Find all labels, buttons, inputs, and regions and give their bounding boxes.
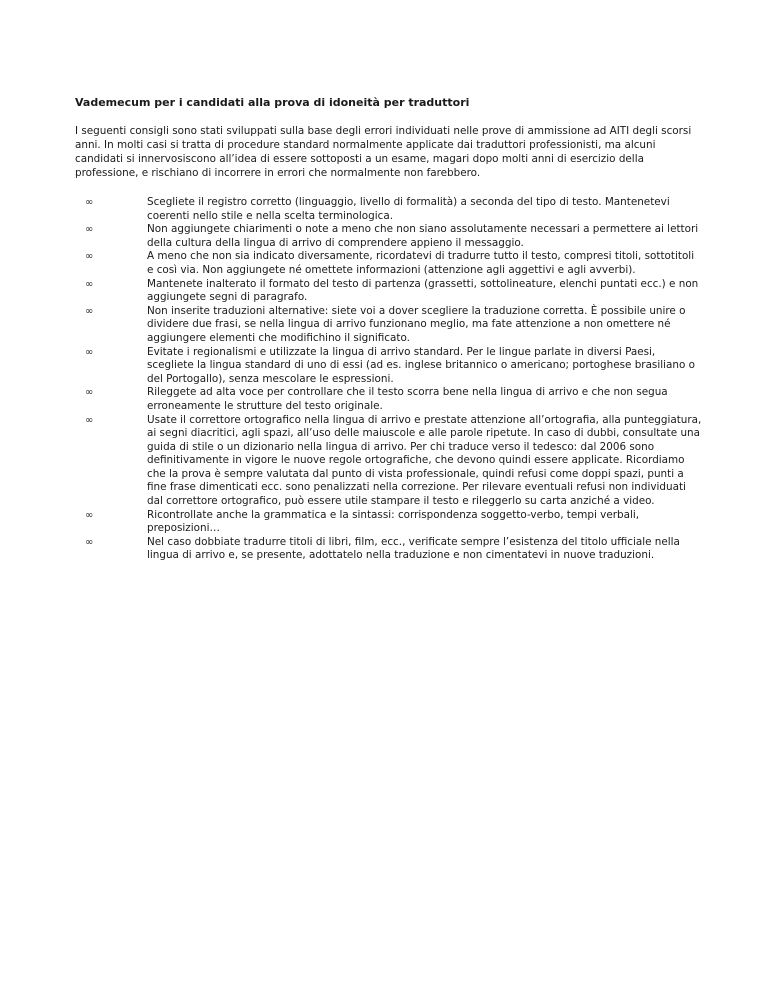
list-item-text: Evitate i regionalismi e utilizzate la lingua di arrivo standard. Per le lingue parlate in diversi Paesi, scegliete la lingua standard di uno di essi (ad es. inglese britannico o americano; portoghese brasiliano o del Portogallo), senza mescolare le espressioni.	[147, 345, 695, 385]
infinity-bullet-icon: ∞	[85, 197, 94, 208]
list-item	[75, 346, 703, 387]
list-item-text: Mantenete inalterato il formato del testo di partenza (grassetti, sottolineature, elenchi puntati ecc.) e non aggiungete segni di paragrafo.	[147, 277, 699, 304]
list-item	[75, 223, 703, 250]
infinity-bullet-icon: ∞	[85, 251, 94, 263]
list-item-text: Non inserite traduzioni alternative: siete voi a dover scegliere la traduzione corretta. È possibile unire o dividere due frasi, se nella lingua di arrivo funzionano meglio, ma fate attenzione a non omettere né aggiungere elementi che modifichino il significato.	[147, 304, 686, 344]
list-item-text: Ricontrollate anche la grammatica e la sintassi: corrispondenza soggetto-verbo, tempi verbali, preposizioni…	[147, 508, 640, 535]
list-item	[75, 250, 703, 277]
advice-list	[75, 196, 703, 563]
list-item	[75, 278, 703, 305]
list-item-text: Nel caso dobbiate tradurre titoli di libri, film, ecc., verificate sempre l’esistenza del titolo ufficiale nella lingua di arrivo e, se presente, adottatelo nella traduzione e non cimentatevi in nuove traduzioni.	[147, 535, 680, 562]
intro-paragraph: I seguenti consigli sono stati sviluppati sulla base degli errori individuati nelle prove di ammissione ad AITI degli scorsi anni. In molti casi si tratta di procedure standard normalmente applicate dai traduttori professionisti, ma alcuni candidati si innervosiscono all’idea di essere sottoposti a un esame, magari dopo molti anni di esercizio della professione, e rischiano di incorrere in errori che normalmente non farebbero.	[75, 125, 692, 179]
infinity-bullet-icon: ∞	[85, 414, 94, 426]
infinity-bullet-icon: ∞	[85, 224, 94, 236]
list-item	[75, 536, 703, 563]
infinity-bullet-icon: ∞	[85, 387, 94, 399]
list-item-text: Rileggete ad alta voce per controllare che il testo scorra bene nella lingua di arrivo e che non segua erroneamente le strutture del testo originale.	[147, 386, 668, 412]
list-item	[75, 509, 703, 536]
document-page	[75, 96, 703, 563]
document-title: Vademecum per i candidati alla prova di idoneità per traduttori	[75, 96, 470, 109]
infinity-bullet-icon: ∞	[85, 305, 94, 317]
list-item-text: A meno che non sia indicato diversamente, ricordatevi di tradurre tutto il testo, compresi titoli, sottotitoli e così via. Non aggiungete né omettete informazioni (attenzione agli aggettivi e agli avverbi).	[147, 250, 695, 276]
list-item	[75, 386, 703, 413]
list-item-text: Scegliete il registro corretto (linguaggio, livello di formalità) a seconda del tipo di testo. Mantenetevi coerenti nello stile e nella scelta terminologica.	[147, 196, 670, 222]
infinity-bullet-icon: ∞	[85, 509, 94, 521]
list-item-text: Non aggiungete chiarimenti o note a meno che non siano assolutamente necessari a permettere ai lettori della cultura della lingua di arrivo di comprendere appieno il messaggio.	[147, 223, 699, 249]
infinity-bullet-icon: ∞	[85, 346, 94, 358]
list-item	[75, 414, 703, 509]
infinity-bullet-icon: ∞	[85, 536, 94, 548]
list-item-text: Usate il correttore ortografico nella lingua di arrivo e prestate attenzione all’ortografia, alla punteggiatura, ai segni diacritici, agli spazi, all’uso delle maiuscole e alle parole ripetute. In caso di dubbi, consultate una guida di stile o un dizionario nella lingua di arrivo. Per chi traduce verso il tedesco: dal 2006 sono definitivamente in vigore le nuove regole ortografiche, che devono quindi essere applicate. Ricordiamo che la prova è sempre valutata dal punto di vista professionale, quindi refusi come doppi spazi, punti a fine frase dimenticati ecc. sono penalizzati nella correzione. Per rilevare eventuali refusi non individuati dal correttore ortografico, può essere utile stampare il testo e rileggerlo su carta anziché a video.	[147, 413, 702, 508]
list-item	[75, 196, 703, 223]
list-item	[75, 305, 703, 346]
infinity-bullet-icon: ∞	[85, 278, 94, 290]
